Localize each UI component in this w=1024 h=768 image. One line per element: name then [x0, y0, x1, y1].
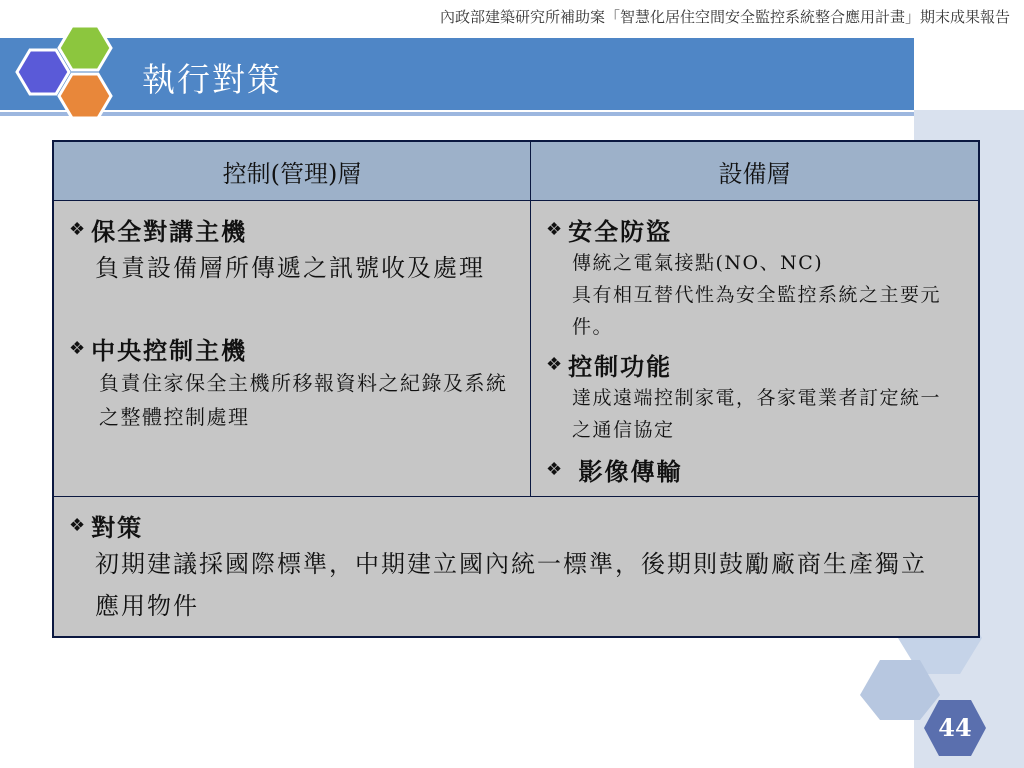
central-host-desc: 負責住家保全主機所移報資料之紀錄及系統之整體控制處理	[99, 371, 508, 429]
security-line1: 傳統之電氣接點(NO、NC)	[572, 252, 824, 274]
bullet-item	[69, 331, 519, 366]
strategy-desc: 初期建議採國際標準，中期建立國內統一標準，後期則鼓勵廠商生產獨立應用物件	[95, 550, 927, 620]
intercom-host-title: 保全對講主機	[91, 217, 248, 246]
diamond-bullet-icon: ❖	[69, 338, 88, 359]
diamond-bullet-icon: ❖	[69, 515, 88, 536]
hexagon-logo-icon	[10, 20, 130, 130]
header-control-layer: 控制(管理)層	[53, 141, 531, 201]
strategy-title: 對策	[91, 513, 144, 542]
strategy-table	[52, 140, 980, 638]
bullet-item	[546, 347, 967, 382]
device-layer-cell	[531, 201, 980, 497]
control-layer-cell	[53, 201, 531, 497]
bullet-item	[69, 212, 519, 247]
title-bar	[0, 38, 914, 110]
bullet-item	[546, 452, 967, 487]
page-number: 44	[938, 713, 972, 742]
bullet-item	[546, 212, 967, 247]
diamond-bullet-icon: ❖	[546, 219, 565, 240]
video-transmission-title: 影像傳輸	[568, 457, 683, 486]
central-host-title: 中央控制主機	[91, 336, 248, 365]
bullet-item	[69, 508, 967, 543]
security-title: 安全防盜	[568, 217, 673, 246]
report-header-caption: 內政部建築研究所補助案「智慧化居住空間安全監控系統整合應用計畫」期末成果報告	[439, 8, 1010, 26]
diamond-bullet-icon: ❖	[546, 459, 565, 480]
slide-title: 執行對策	[142, 60, 282, 99]
strategy-cell	[53, 497, 979, 638]
intercom-host-desc: 負責設備層所傳遞之訊號收及處理	[95, 254, 485, 282]
control-function-title: 控制功能	[568, 352, 673, 381]
diamond-bullet-icon: ❖	[69, 219, 88, 240]
diamond-bullet-icon: ❖	[546, 354, 565, 375]
header-device-layer: 設備層	[531, 141, 980, 201]
security-line2: 具有相互替代性為安全監控系統之主要元件。	[572, 284, 942, 338]
control-function-desc: 達成遠端控制家電，各家電業者訂定統一之通信協定	[572, 387, 942, 441]
